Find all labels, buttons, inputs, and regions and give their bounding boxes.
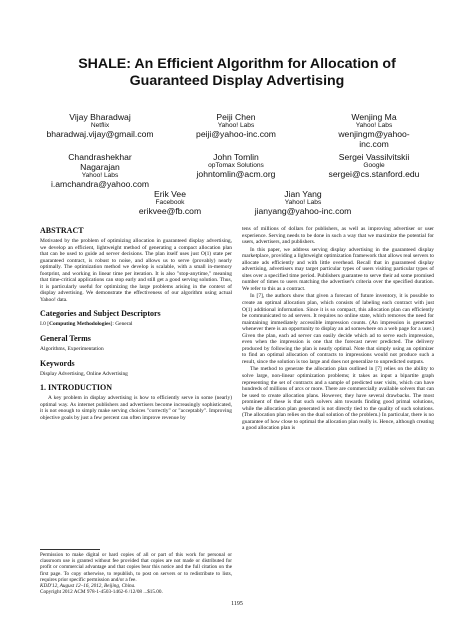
author-block <box>238 189 368 217</box>
author-name: John Tomlin <box>213 152 259 162</box>
author-name: Peiji Chen <box>216 112 256 122</box>
author-affiliation: Netflix <box>90 122 110 129</box>
keywords-heading: Keywords <box>40 358 75 368</box>
abstract-heading: ABSTRACT <box>40 226 84 235</box>
author-affiliation: Yahoo! Labs <box>81 172 119 179</box>
author-name: Sergei Vassilvitskii <box>338 152 410 162</box>
author-block <box>110 189 230 217</box>
author-email: i.amchandra@yahoo.com <box>50 179 150 189</box>
author-affiliation: Yahoo! Labs <box>217 122 255 129</box>
author-email: jianyang@yahoo-inc.com <box>254 206 352 216</box>
abstract-text: Motivated by the problem of optimizing allocation in guaranteed display advertising, we develop an efficient, lightweight method of generating a compact allocation plan that can be used to guide ad server decisions. The plan itself uses just O(1) state per guaranteed contract, is robust to noise, and allows us to serve (provably) nearly optimally. The optimization method we develop is scalable, with a small in-memory footprint, and working in linear time per iteration. It is also "stop-anytime," meaning that time-critical applications can stop early and still get a good serving solution. Thus, it is particularly useful for optimizing the large problems arising in the context of display advertising. We demonstrate the effectiveness of our algorithm using actual Yahoo! data. <box>40 238 232 303</box>
author-name-cont: Nagarajan <box>80 162 120 172</box>
author-block <box>40 112 160 140</box>
page-number: 1195 <box>231 601 243 607</box>
author-block <box>176 152 296 180</box>
author-block <box>312 112 436 149</box>
introduction-heading: 1. INTRODUCTION <box>40 383 113 393</box>
body-paragraph: In [7], the authors show that given a forecast of future inventory, it is possible to create an optimal allocation plan, which consists of labeling each contract with just O(1) additional information. Since it is so compact, this allocation plan can efficiently be communicated to ad servers. It requires no online state, which removes the need for maintaining immediately accessible impression counts. (An impression is generated whenever there is an opportunity to display an ad somewhere on a web page for a user.) Given the plan, each ad server can easily decide which ad to serve each impression, even when the impression is one that the forecast never predicted. The delivery produced by following the plan is nearly optimal. Note that simply using an optimizer to find an optimal allocation of contracts to impressions would not produce such a result, since the solution is too large and does not generalize to unpredicted outputs. <box>242 293 434 365</box>
paper-title <box>40 56 434 90</box>
right-column <box>242 226 434 432</box>
author-affiliation: Yahoo! Labs <box>355 122 393 129</box>
author-email: erikvee@fb.com <box>138 206 202 216</box>
author-block <box>40 152 160 190</box>
author-email: sergei@cs.stanford.edu <box>328 169 420 179</box>
author-email-cont: inc.com <box>359 138 389 149</box>
author-affiliation: Yahoo! Labs <box>284 199 322 206</box>
author-name: Erik Vee <box>153 189 186 199</box>
author-name: Jian Yang <box>284 189 322 199</box>
categories-text: I.0 [Computing Methodologies]: General <box>40 321 133 328</box>
body-paragraph: In this paper, we address serving display advertising in the guaranteed display marketplace, providing a lightweight optimization framework that allows real servers to allocate ads efficiently and with little overhead. Recall that in guaranteed display advertising, advertisers may target particular types of users visiting particular types of sites over a specified time period. Publishers guarantee to serve their ad some promised number of times to users matching the advertiser's criteria over the specified duration. We refer to this as a contract. <box>242 246 434 292</box>
introduction-text: A key problem in display advertising is how to efficiently serve in some (nearly) optimal way. As internet publishers and advertisers become increasingly sophisticated, it is not enough to simply make serving choices "correctly" or "acceptably". Improving objective goals by just a few percent can often improve revenue by <box>40 395 232 421</box>
author-block <box>176 112 296 140</box>
permission-footnote <box>40 552 232 595</box>
author-affiliation: opTomax Solutions <box>208 162 264 169</box>
copyright-info: Copyright 2012 ACM 978-1-4503-1462-6 /12/08 ...$15.00. <box>40 589 163 596</box>
body-paragraph: The method to generate the allocation plan outlined in [7] relies on the ability to solve large, non-linear optimization problems; it takes as input a bipartite graph representing the set of contracts and a sample of predicted user visits, which can have hundreds of millions of arcs or more. There are commercially available solvers that can be used to create allocation plans. However, they have several drawbacks. The most prominent of these is that such solvers aim towards finding good primal solutions, while the allocation plan generated is not directly tied to the quality of such solutions. (The allocation plan relies on the dual solution of the problem.) In particular, there is no guarantee of how close to optimal the allocation plan really is. Hence, although creating a good allocation plan is <box>242 366 434 432</box>
author-name: Vijay Bharadwaj <box>69 112 131 122</box>
conference-info: KDD'12, August 12–16, 2012, Beijing, China. <box>40 583 136 590</box>
body-paragraph: tens of millions of dollars for publishers, as well as improving advertiser or user experience. Serving needs to be done in such a way that we maximize the potential for users, advertisers, and publishers. <box>242 226 434 246</box>
author-block <box>312 152 436 180</box>
keywords-text: Display Advertising, Online Advertising <box>40 370 128 377</box>
permission-text: Permission to make digital or hard copies of all or part of this work for personal or classroom use is granted without fee provided that copies are not made or distributed for profit or commercial advantage and that copies bear this notice and the full citation on the first page. To copy otherwise, to republish, to post on servers or to redistribute to lists, requires prior specific permission and/or a fee. <box>40 552 232 583</box>
categories-heading: Categories and Subject Descriptors <box>40 309 161 319</box>
left-column <box>40 226 232 421</box>
author-name: Wenjing Ma <box>351 112 397 122</box>
author-email: peiji@yahoo-inc.com <box>196 129 276 139</box>
author-email: wenjingm@yahoo- <box>338 129 410 139</box>
title-line-1: SHALE: An Efficient Algorithm for Allocation of <box>78 56 396 72</box>
author-email: bharadwaj.vijay@gmail.com <box>46 129 154 139</box>
general-terms-heading: General Terms <box>40 334 91 344</box>
title-line-2: Guaranteed Display Advertising <box>129 73 345 89</box>
author-name: Chandrashekhar <box>68 152 132 162</box>
footnote-rule <box>40 549 100 550</box>
general-terms-text: Algorithms, Experimentation <box>40 346 104 353</box>
author-affiliation: Facebook <box>155 199 185 206</box>
author-affiliation: Google <box>363 162 385 169</box>
author-email: johntomlin@acm.org <box>196 169 276 179</box>
